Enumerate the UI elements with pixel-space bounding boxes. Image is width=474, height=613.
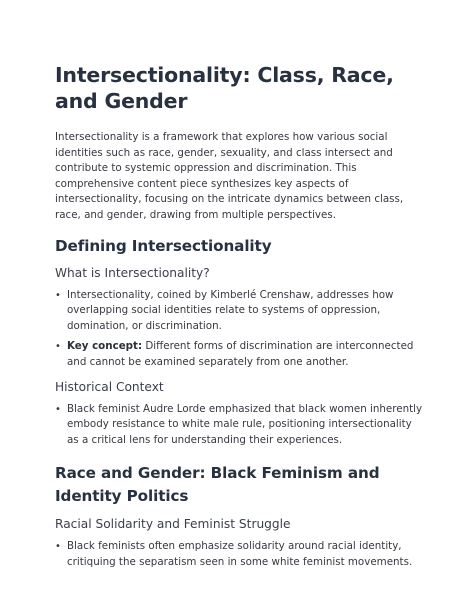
list-item-text: Black feminists often emphasize solidarity around racial identity, critiquing the separatism seen in some white feminist movements. [67, 540, 413, 568]
section-heading-race-gender: Race and Gender: Black Feminism and Identity Politics [55, 464, 380, 506]
subsection-heading-historical: Historical Context [55, 379, 164, 394]
list-item [55, 288, 425, 335]
bullet-list-historical [55, 402, 425, 449]
subsection-heading-what-is: What is Intersectionality? [55, 265, 210, 280]
document-page [55, 62, 425, 576]
section-heading-defining: Defining Intersectionality [55, 236, 272, 255]
subsection-heading-racial-solidarity: Racial Solidarity and Feminist Struggle [55, 517, 291, 532]
list-item [55, 339, 425, 370]
document-title: Intersectionality: Class, Race, and Gender [55, 63, 394, 113]
bullet-icon: • [55, 289, 61, 301]
bullet-list-what-is [55, 288, 425, 371]
list-item-text: Black feminist Audre Lorde emphasized that black women inherently embody resistance to white male rule, positioning intersectionality as a critical lens for understanding their experiences. [67, 402, 423, 446]
list-item [55, 539, 425, 570]
bullet-icon: • [55, 341, 61, 353]
bullet-list-racial-solidarity [55, 539, 425, 570]
list-item-text: Intersectionality, coined by Kimberlé Crenshaw, addresses how overlapping social identities relate to systems of oppression, domination, or discrimination. [67, 288, 394, 332]
intro-paragraph: Intersectionality is a framework that explores how various social identities such as race, gender, sexuality, and class intersect and contribute to systemic oppression and discrimination. This comprehensive content piece synthesizes key aspects of intersectionality, focusing on the intricate dynamics between class, race, and gender, drawing from multiple perspectives. [55, 131, 404, 221]
bullet-icon: • [55, 541, 61, 553]
list-item-text: Different forms of discrimination are interconnected and cannot be examined separately from one another. [67, 340, 414, 368]
bullet-icon: • [55, 403, 61, 415]
list-item-bold-label: Key concept: [67, 340, 143, 353]
list-item [55, 402, 425, 449]
